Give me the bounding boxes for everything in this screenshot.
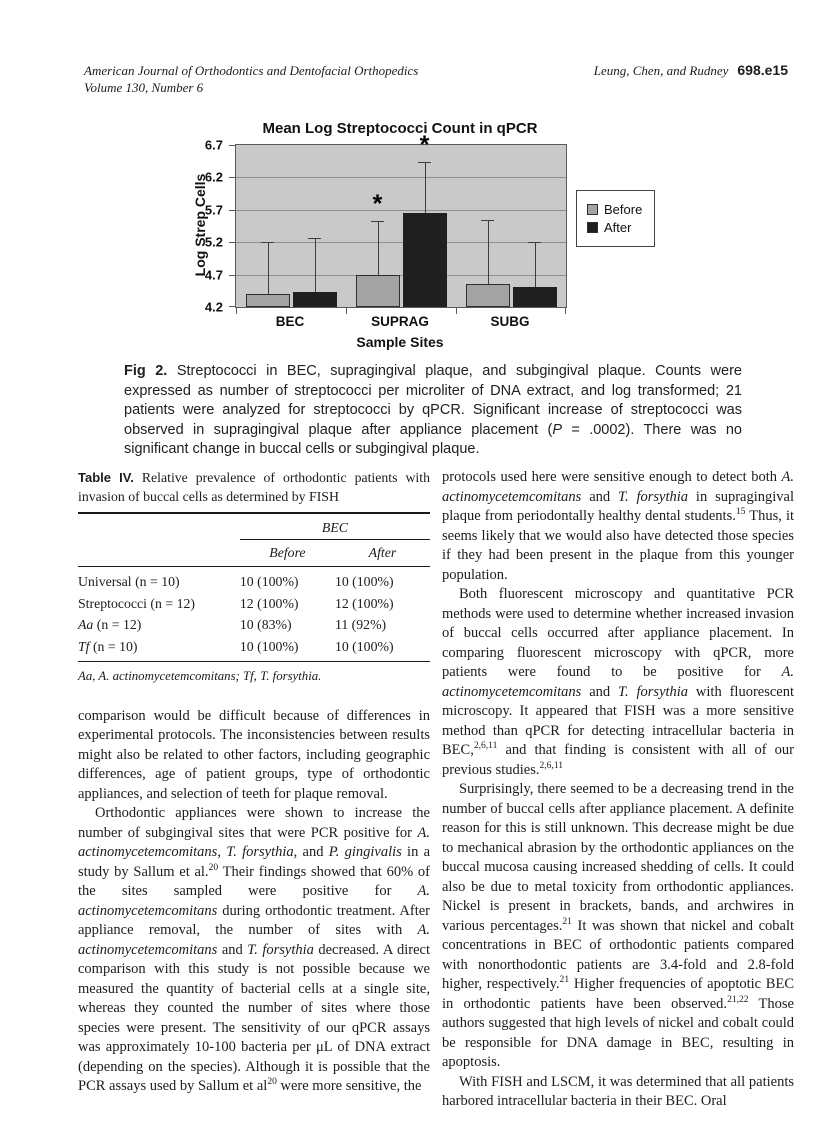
text-segment: in a study by Sallum et al. — [78, 844, 431, 880]
table-cell: 10 (100%) — [335, 636, 430, 662]
text-segment: P — [552, 421, 562, 438]
x-tick-mark — [565, 308, 566, 314]
y-tick-mark — [229, 210, 235, 211]
body-paragraph — [442, 1073, 794, 1112]
table-row — [78, 593, 430, 615]
y-axis-title: Log Strep Cells — [192, 173, 208, 277]
text-segment: , and — [293, 844, 329, 860]
bar — [356, 275, 400, 307]
y-tick-label: 4.7 — [204, 267, 223, 283]
gridline — [236, 275, 566, 276]
table-col-header: Before — [240, 539, 335, 567]
significance-asterisk: * — [372, 189, 383, 218]
table-cell: 12 (100%) — [334, 595, 394, 611]
error-bar-cap — [261, 242, 274, 243]
text-segment: Streptococci (n = 12) — [78, 595, 195, 611]
text-segment: Aa, A. actinomycetemcomitans; Tf, T. forsythia. — [78, 669, 322, 683]
text-segment: decreased. A direct comparison with this study is not possible because we measured the quantity of bacterial cells at a single site, whereas they counted the number of sites where those species were present. The sensitivity of our qPCR assays was approximately 10-100 bacteria per μL of DNA extract (depending on the species). Although it is possible that the PCR assays used by Sallum et al — [78, 941, 430, 1094]
gridline — [236, 242, 566, 243]
body-paragraph — [78, 707, 430, 805]
text-segment: With FISH and LSCM, it was determined that all patients harbored intracellular bacteria in their BEC. Oral — [442, 1073, 794, 1109]
text-segment: and that finding is consistent with all of our previous studies. — [442, 742, 794, 778]
y-axis-ticks — [178, 137, 229, 315]
gridline — [236, 177, 566, 178]
text-segment: and — [581, 488, 619, 505]
text-segment: (n = 12) — [93, 617, 142, 632]
text-segment: 21,22 — [727, 993, 749, 1005]
legend-swatch-icon — [587, 204, 598, 215]
body-paragraph — [442, 585, 794, 780]
y-tick-label: 5.7 — [204, 202, 223, 218]
text-segment: protocols used here were sensitive enough to detect both — [442, 469, 782, 485]
header-authors: Leung, Chen, and Rudney — [593, 63, 729, 78]
text-segment: were more sensitive, the — [276, 1078, 422, 1094]
text-segment: A. actinomycetemcomitans — [78, 824, 430, 860]
text-segment: Higher frequencies of apoptotic BEC in orthodontic patients have been observed. — [442, 976, 794, 1012]
right-column — [442, 468, 794, 1112]
text-segment: P. gingivalis — [328, 844, 402, 860]
text-segment: Those authors suggested that high levels of nickel and cobalt could be responsible for DNA damage in BEC, resulting in apoptosis. — [442, 995, 794, 1070]
text-segment: and — [217, 941, 248, 958]
text-segment: T. forsythia — [226, 844, 294, 860]
text-segment: 21 — [559, 974, 570, 986]
text-segment: 20 — [267, 1076, 277, 1088]
text-segment: Relative prevalence of orthodontic patients with invasion of buccal cells as determined by FISH — [78, 470, 430, 504]
text-segment: Their findings showed that 60% of the sites sampled were positive for — [78, 863, 430, 899]
text-segment: , — [217, 844, 227, 860]
text-segment: Fig 2. — [124, 363, 168, 379]
legend — [576, 190, 655, 247]
error-bar-cap — [528, 242, 541, 243]
text-segment: comparison would be difficult because of differences in experimental protocols. The inconsistencies between results might also be related to other factors, including geographic differences, age of patient groups, type of orthodontic appliances, and selection of teeth for plaque removal. — [78, 707, 430, 802]
text-segment: It was shown that nickel and cobalt concentrations in BEC of orthodontic patients compared with nonorthodontic patients are 3.4-fold and 2.8-fold higher, respectively. — [442, 917, 794, 992]
chart-title: Mean Log Streptococci Count in qPCR — [262, 120, 538, 137]
y-tick-label: 4.2 — [204, 299, 223, 315]
y-tick-label: 6.7 — [204, 137, 223, 153]
body-paragraph — [442, 468, 794, 585]
error-bar — [378, 221, 379, 275]
text-segment: with fluorescent microscopy. It appeared that FISH was a more sensitive method than qPCR for detecting intracellular bacteria in BEC, — [442, 683, 794, 758]
text-segment: Aa — [78, 617, 94, 632]
text-segment: 2,6,11 — [539, 759, 564, 771]
y-tick-label: 5.2 — [204, 234, 223, 250]
table-empty-cell — [78, 539, 240, 567]
figure-caption — [124, 362, 742, 460]
table-group-header: BEC — [240, 513, 430, 539]
table-footnote — [78, 667, 430, 687]
error-bar — [488, 220, 489, 284]
legend-label: After — [604, 220, 632, 235]
x-axis-title: Sample Sites — [356, 334, 444, 350]
text-segment: Streptococci in BEC, supragingival plaque, and subgingival plaque. Counts were expressed as number of streptococci per microliter of DNA extract, and log transformed; 21 patients were analyzed for streptococci by qPCR. Significant increase of streptococci was observed in supragingival plaque after appliance placement ( — [124, 363, 742, 438]
journal-title: American Journal of Orthodontics and Dentofacial Orthopedics — [84, 63, 419, 78]
table-row — [78, 614, 430, 636]
table-cell — [78, 636, 240, 662]
error-bar — [535, 242, 536, 287]
table-cell: 10 (100%) — [334, 574, 394, 589]
table-title — [78, 468, 430, 506]
text-segment: A. actinomycetemcomitans — [442, 469, 794, 505]
text-segment: during orthodontic treatment. After appliance removal, the number of sites with — [78, 902, 430, 938]
figure-chart — [178, 116, 698, 358]
text-segment: 2,6,11 — [473, 740, 498, 752]
y-tick-mark — [229, 145, 235, 146]
error-bar-cap — [481, 220, 494, 221]
category-label: SUBG — [490, 314, 530, 329]
table-subhead-row — [78, 539, 430, 567]
text-columns — [78, 468, 794, 1112]
table-cell: 12 (100%) — [239, 595, 299, 611]
bar — [246, 294, 290, 307]
text-segment: Thus, it seems likely that we would also have detected those species if they had been present in the plaque from this younger population. — [442, 508, 794, 583]
category-label: SUPRAG — [371, 314, 429, 329]
significance-asterisk: * — [419, 130, 430, 159]
prevalence-table — [78, 512, 430, 662]
y-tick-label: 6.2 — [204, 169, 223, 185]
table-row — [78, 636, 430, 662]
text-segment: A. actinomycetemcomitans — [442, 664, 794, 700]
table-col-header: After — [335, 539, 430, 567]
table-cell — [78, 614, 240, 636]
journal-volume: Volume 130, Number 6 — [84, 80, 204, 95]
error-bar — [315, 238, 316, 292]
table-cell: 10 (100%) — [239, 574, 299, 589]
table-head — [78, 513, 430, 567]
legend-label: Before — [604, 202, 643, 217]
text-segment: T. forsythia — [618, 488, 689, 505]
text-segment: 15 — [735, 506, 746, 518]
table-cell — [78, 593, 240, 615]
table-cell: 10 (100%) — [240, 636, 335, 662]
text-segment: Orthodontic appliances were shown to increase the number of subgingival sites that were PCR positive for — [78, 805, 430, 841]
x-axis-labels — [235, 312, 565, 330]
bar — [293, 292, 337, 307]
bar — [513, 287, 557, 307]
category-label: BEC — [275, 314, 305, 329]
text-segment: Universal (n = 10) — [78, 574, 180, 589]
body-paragraph — [78, 804, 430, 1097]
body-paragraph — [442, 780, 794, 1073]
error-bar-cap — [308, 238, 321, 239]
text-segment: T. forsythia — [247, 941, 314, 958]
text-segment: T. forsythia — [618, 683, 689, 700]
error-bar-cap — [418, 162, 431, 163]
table-cell: 11 (92%) — [334, 617, 387, 632]
gridline — [236, 210, 566, 211]
table-row — [78, 567, 430, 593]
table-cell: 10 (83%) — [239, 617, 292, 632]
error-bar-cap — [371, 221, 384, 222]
legend-item — [587, 202, 642, 217]
table-empty-cell — [78, 513, 240, 539]
text-segment: Surprisingly, there seemed to be a decreasing trend in the number of buccal cells after appliance placement. A definite reason for this is still unknown. This decrease might be due to mechanical abrasion by the orthodontic appliances on the buccal mucosa causing increased shedding of cells. It could also be due to metal toxicity from orthodontic appliances. Nickel is present in brackets, bands, and archwires in various percentages. — [442, 781, 794, 934]
right-column-text — [442, 468, 794, 1112]
error-bar — [425, 162, 426, 213]
journal-header — [84, 62, 418, 96]
table-body — [78, 567, 430, 662]
text-segment: Tf — [78, 638, 90, 654]
text-segment: = .0002). There was no significant change in buccal cells or subgingival plaque. — [124, 421, 742, 458]
text-segment: A. actinomycetemcomitans — [78, 922, 430, 958]
text-segment: in supragingival plaque from periodontally healthy dental students. — [442, 488, 795, 524]
text-segment: 21 — [562, 915, 572, 927]
y-tick-mark — [229, 306, 235, 307]
table-cell — [78, 567, 240, 593]
y-tick-mark — [229, 275, 235, 276]
header-page-number: 698.e15 — [737, 62, 788, 78]
running-head — [594, 62, 788, 79]
text-segment: 20 — [208, 861, 219, 873]
bar — [466, 284, 510, 307]
y-tick-mark — [229, 177, 235, 178]
table-group-row — [78, 513, 430, 539]
text-segment: Table IV. — [78, 470, 134, 485]
bar — [403, 213, 447, 307]
legend-item — [587, 220, 642, 235]
legend-swatch-icon — [587, 222, 598, 233]
left-column — [78, 468, 430, 1112]
left-column-text — [78, 707, 430, 1097]
text-segment: A. actinomycetemcomitans — [78, 883, 430, 919]
text-segment: and — [581, 683, 619, 700]
text-segment: (n = 10) — [89, 638, 138, 654]
y-tick-mark — [229, 242, 235, 243]
error-bar — [268, 242, 269, 294]
plot-area — [235, 130, 567, 308]
text-segment: Both fluorescent microscopy and quantitative PCR methods were used to determine whether increased invasion of buccal cells occurred after appliance placement. In comparing fluorescent microscopy with qPCR, more patients were found to be positive for — [442, 586, 794, 680]
